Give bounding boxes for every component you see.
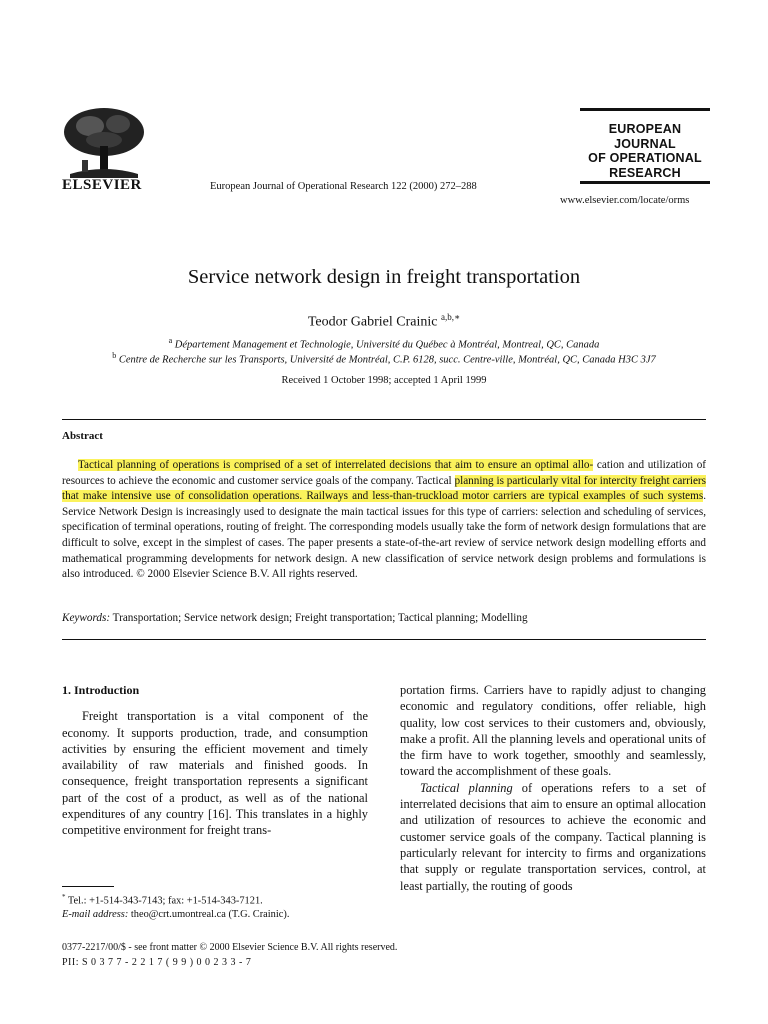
footnote-email xyxy=(62,909,289,920)
affiliation-a xyxy=(0,336,768,351)
divider xyxy=(62,639,706,640)
footnote-text: Tel.: +1-514-343-7143; fax: +1-514-343-7121. xyxy=(67,895,263,907)
italic-term: Tactical planning xyxy=(420,780,513,795)
email-text: theo@crt.umontreal.ca (T.G. Crainic). xyxy=(128,909,290,920)
journal-line: JOURNAL xyxy=(614,136,676,151)
author-name: Teodor Gabriel Crainic xyxy=(307,314,438,330)
affiliation-mark: b xyxy=(112,351,117,360)
affiliation-text: Département Management et Technologie, Université du Québec à Montréal, Montreal, QC, Canada xyxy=(174,339,600,351)
pii-line: PII: S 0 3 7 7 - 2 2 1 7 ( 9 9 ) 0 0 2 3 3 - 7 xyxy=(62,957,252,968)
journal-rule-top xyxy=(580,108,710,111)
author-line xyxy=(0,312,768,331)
body-paragraph: Freight transportation is a vital component of the economy. It supports production, trade, and consumption activities by ensuring the efficient movement and timely availability of raw materials and finished goods. In consequence, freight transportation represents a significant part of the cost of a product, as well as of the national expenditures of any country [16]. This translates in a highly competitive environment for freight trans- xyxy=(62,709,368,838)
journal-url-link[interactable]: www.elsevier.com/locate/orms xyxy=(560,195,690,206)
keywords-text: Transportation; Service network design; Freight transportation; Tactical planning; Modelling xyxy=(110,612,528,624)
abstract-text: cation and utilization of resources to achieve the economic and customer service goals of the company. Tactical xyxy=(62,459,707,487)
abstract-body xyxy=(62,458,706,583)
keywords-line xyxy=(62,612,706,624)
paper-title: Service network design in freight transportation xyxy=(187,266,581,288)
journal-line: OF OPERATIONAL xyxy=(588,151,702,165)
right-column xyxy=(400,682,706,894)
journal-name-block xyxy=(584,122,706,180)
divider xyxy=(62,419,706,420)
abstract-heading: Abstract xyxy=(62,430,103,442)
keywords-label: Keywords: xyxy=(62,612,111,624)
abstract-text: . Service Network Design is increasingly used to designate the main tactical issues for this type of carriers: selection and scheduling of services, specification of terminal operations, routing of freight. The corresponding models usually take the form of network design formulations that are difficult to solve, except in the simplest of cases. The paper presents a state-of-the-art review of service network design modelling efforts and mathematical programming developments for network design. A new classification of service network design problems and formulations is also introduced. © 2000 Elsevier Science B.V. All rights reserved. xyxy=(62,490,706,581)
body-paragraph: portation firms. Carriers have to rapidly adjust to changing economic and regulatory conditions, offer reliable, high quality, low cost services to their customers and, obviously, make a profit. All the planning levels and operational units of the firm have to work together, smoothly and seamlessly, toward the accomplishment of these goals. xyxy=(400,683,706,779)
journal-rule-bottom xyxy=(580,181,710,184)
body-paragraph xyxy=(400,780,706,894)
author-marks: a,b,∗ xyxy=(441,312,461,322)
footnote-contact xyxy=(62,893,263,906)
publisher-name: ELSEVIER xyxy=(62,177,142,193)
copyright-line: 0377-2217/00/$ - see front matter © 2000 Elsevier Science B.V. All rights reserved. xyxy=(62,942,398,953)
affiliation-b xyxy=(0,351,768,366)
affiliation-text: Centre de Recherche sur les Transports, Université de Montréal, C.P. 6128, succ. Centre-ville, Montréal, QC, Canada H3C 3J7 xyxy=(118,354,656,366)
received-dates: Received 1 October 1998; accepted 1 April 1999 xyxy=(281,375,487,386)
journal-citation: European Journal of Operational Research 122 (2000) 272–288 xyxy=(210,181,477,192)
left-column xyxy=(62,682,368,839)
footnote-mark: * xyxy=(62,893,66,901)
section-heading: 1. Introduction xyxy=(62,683,140,697)
paragraph-text: of operations refers to a set of interrelated decisions that aim to ensure an optimal allocation and utilization of resources to achieve the economic and customer service goals of the company. Tactical planning is particularly relevant for intercity to firms and organizations that supply or regulate transportation services, control, at least partially, the routing of goods xyxy=(400,780,707,893)
highlighted-text: Tactical planning of operations is comprised of a set of interrelated decisions that aim to ensure an optimal allo- xyxy=(78,459,594,471)
footnote-rule xyxy=(62,886,114,887)
journal-line: RESEARCH xyxy=(609,165,681,180)
journal-line: EUROPEAN xyxy=(608,122,682,136)
affiliation-mark: a xyxy=(168,336,173,345)
email-label: E-mail address: xyxy=(62,909,129,920)
highlighted-text: planning is particularly vital for intercity freight carriers that make intensive use of consolidation operations. Railways and less-than-truckload motor carriers are typical examples of such systems xyxy=(62,474,706,503)
